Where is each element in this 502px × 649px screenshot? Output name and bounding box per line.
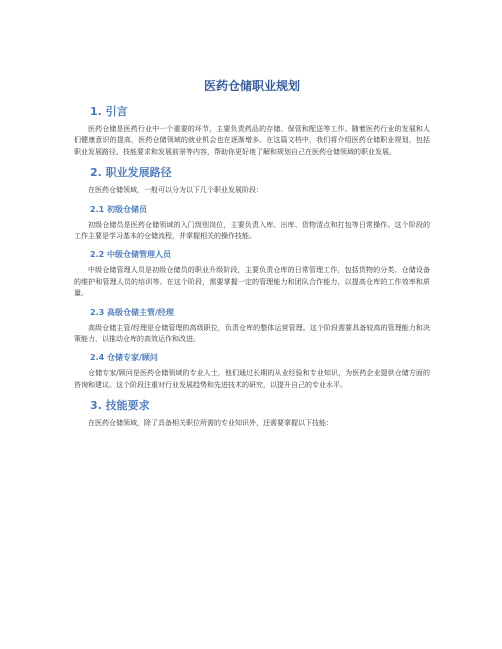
section-heading-career-path: 2. 职业发展路径 [90,166,172,180]
subsection-paragraph-junior: 初级仓储员是医药仓储领域的入门级别岗位，主要负责入库、出库、货物清点和打包等日常操作。这个阶段的工作主要是学习基本的仓储流程，并掌握相关的操作技能。 [74,220,430,241]
subsection-heading-expert: 2.4 仓储专家/顾问 [90,353,158,363]
subsection-paragraph-expert: 仓储专家/顾问是医药仓储领域的专业人士，他们通过长期的从业经验和专业知识，为医药企业提供仓储方面的咨询和建议。这个阶段注重对行业发展趋势和先进技术的研究，以提升自己的专业水平。 [74,369,430,389]
document-title: 医药仓储职业规划 [203,79,300,93]
subsection-heading-intermediate: 2.2 中级仓储管理人员 [90,250,171,260]
section-paragraph-intro: 医药仓储是医药行业中一个重要的环节，主要负责药品的存储、保管和配送等工作。随着医药行业的发展和人们健康意识的提高，医药仓储领域的就业机会也在逐渐增多。在这篇文档中，我们将介绍医药仓储职业规划，包括职业发展路径、技能要求和发展前景等内容，帮助你更好地了解和规划自己在医药仓储领域的职业发展。 [74,125,430,156]
subsection-heading-senior: 2.3 高级仓储主管/经理 [90,307,174,317]
section-heading-intro: 1. 引言 [90,105,128,118]
document-body [74,78,430,437]
section-paragraph-skills: 在医药仓储领域，除了具备相关职位所需的专业知识外，还需要掌握以下技能： [88,419,333,428]
section-heading-skills: 3. 技能要求 [90,399,150,413]
subsection-heading-junior: 2.1 初级仓储员 [90,204,147,214]
subsection-paragraph-intermediate: 中级仓储管理人员是初级仓储员的职业升级阶段，主要负责仓库的日常管理工作，包括货物的分类、仓储设备的维护和管理人员的培训等。在这个阶段，需要掌握一定的管理能力和团队合作能力，以提高仓库的工作效率和质量。 [74,266,430,298]
subsection-paragraph-senior: 高级仓储主管/经理是仓储管理的高级职位，负责仓库的整体运营管理。这个阶段需要具备较高的管理能力和决策能力，以推动仓库的高效运作和改进。 [74,323,430,344]
section-paragraph-career-path: 在医药仓储领域，一般可以分为以下几个职业发展阶段： [88,186,263,195]
